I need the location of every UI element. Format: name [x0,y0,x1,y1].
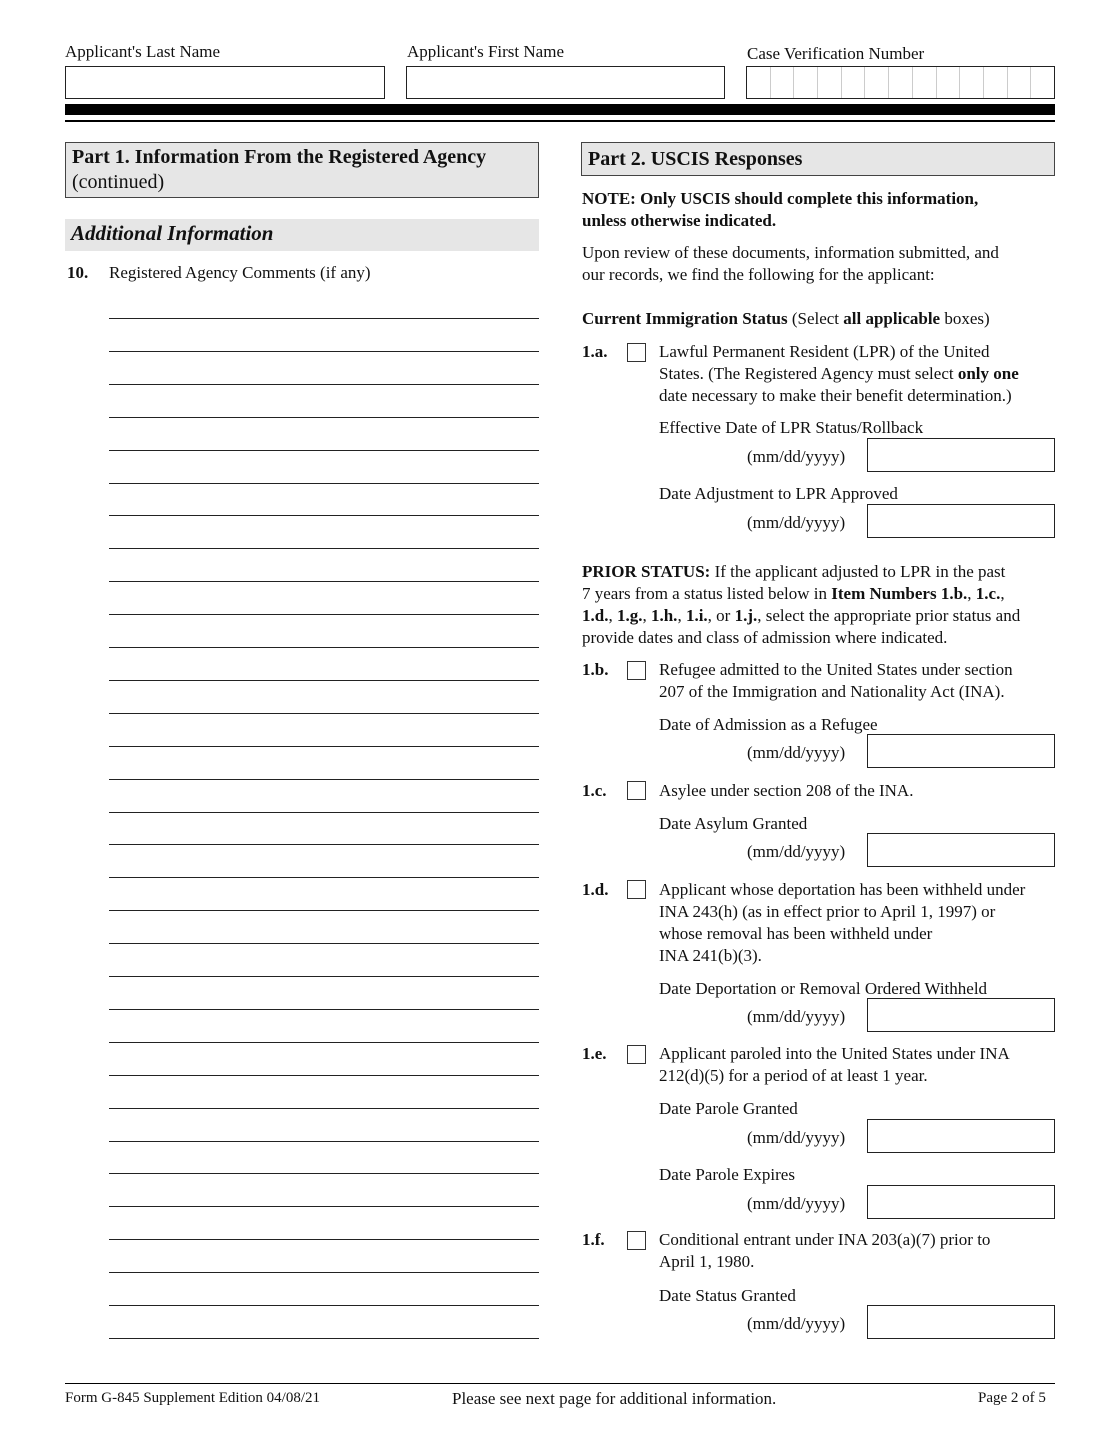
part2-heading [581,142,1055,176]
comment-line[interactable] [109,844,539,845]
item-1a-line1: Lawful Permanent Resident (LPR) of the United [659,342,990,361]
item-1f-line2: April 1, 1980. [659,1252,755,1271]
comment-line[interactable] [109,647,539,648]
current-status-title: Current Immigration Status [582,309,788,328]
item-10-label: Registered Agency Comments (if any) [109,263,371,282]
status-all-applicable: all applicable [843,309,941,328]
comment-line[interactable] [109,1173,539,1174]
comment-line[interactable] [109,1338,539,1339]
part2-note: NOTE: Only USCIS should complete this information, unless otherwise indicated. [582,189,979,230]
footer-form-edition: Form G-845 Supplement Edition 04/08/21 [65,1390,320,1406]
item-1b-line2: 207 of the Immigration and Nationality Act (INA). [659,682,1005,701]
comment-line[interactable] [109,318,539,319]
item-1f-line1: Conditional entrant under INA 203(a)(7) prior to [659,1230,991,1249]
header-divider-thick [65,104,1055,115]
comment-line[interactable] [109,1305,539,1306]
current-status-heading [582,308,990,330]
comment-line[interactable] [109,812,539,813]
prior-status-line2: 7 years from a status listed below in Item Numbers 1.b., 1.c., [582,584,1005,603]
first-name-label: Applicant's First Name [407,42,564,61]
comment-line[interactable] [109,910,539,911]
comment-line[interactable] [109,384,539,385]
comment-line[interactable] [109,1108,539,1109]
part1-title: Part 1. Information From the Registered Agency [72,146,487,168]
part2-title: Part 2. USCIS Responses [588,148,803,170]
item-1c-date-label: Date Asylum Granted [659,814,808,833]
lpr-effective-date-field[interactable] [867,438,1055,472]
last-name-label: Applicant's Last Name [65,42,221,61]
comment-line[interactable] [109,614,539,615]
item-1c-line1: Asylee under section 208 of the INA. [659,781,914,800]
date-format-hint: (mm/dd/yyyy) [747,1128,846,1147]
comment-line[interactable] [109,483,539,484]
item-1d-date-label: Date Deportation or Removal Ordered Withheld [659,979,988,998]
prior-status-line4: provide dates and class of admission where indicated. [582,628,948,647]
item-1e-line1: Applicant paroled into the United States under INA [659,1044,1010,1063]
item-1b-date-label: Date of Admission as a Refugee [659,715,878,734]
footer-page-number: Page 2 of 5 [978,1390,1046,1406]
item-1d-number: 1.d. [582,880,609,899]
part2-intro-1: Upon review of these documents, information submitted, and [582,243,999,262]
item-1e-checkbox[interactable] [627,1045,646,1064]
parole-granted-date-field[interactable] [867,1119,1055,1153]
comment-line[interactable] [109,417,539,418]
comment-line[interactable] [109,1042,539,1043]
comment-line[interactable] [109,1272,539,1273]
date-format-hint: (mm/dd/yyyy) [747,743,846,762]
item-1f-number: 1.f. [582,1230,605,1249]
item-1d-line2: INA 243(h) (as in effect prior to April 1, 1997) or [659,902,996,921]
comment-line[interactable] [109,877,539,878]
comment-line[interactable] [109,351,539,352]
prior-status-line1: PRIOR STATUS: If the applicant adjusted to LPR in the past [582,562,1006,581]
item-1e-date2-label: Date Parole Expires [659,1165,795,1184]
date-format-hint: (mm/dd/yyyy) [747,1314,846,1333]
parole-expires-date-field[interactable] [867,1185,1055,1219]
comment-line[interactable] [109,1009,539,1010]
item-1a-line2: States. (The Registered Agency must select only one [659,364,1019,383]
comment-line[interactable] [109,1239,539,1240]
header-divider-thin [65,120,1055,122]
item-1f-checkbox[interactable] [627,1231,646,1250]
item-1d-line4: INA 241(b)(3). [659,946,762,965]
refugee-admission-date-field[interactable] [867,734,1055,768]
comment-line[interactable] [109,943,539,944]
comment-line[interactable] [109,746,539,747]
comment-line[interactable] [109,450,539,451]
case-number-label: Case Verification Number [747,44,925,63]
comment-line[interactable] [109,976,539,977]
status-end: boxes) [940,309,990,328]
item-1a-checkbox[interactable] [627,343,646,362]
comment-line[interactable] [109,548,539,549]
additional-info-heading: Additional Information [65,219,539,251]
comment-line[interactable] [109,1075,539,1076]
item-1d-line1: Applicant whose deportation has been withheld under [659,880,1026,899]
first-name-field[interactable] [406,66,725,99]
date-format-hint: (mm/dd/yyyy) [747,1007,846,1026]
item-1a-number: 1.a. [582,342,608,361]
date-format-hint: (mm/dd/yyyy) [747,1194,846,1213]
date-format-hint: (mm/dd/yyyy) [747,447,846,466]
item-1e-date1-label: Date Parole Granted [659,1099,798,1118]
item-1e-number: 1.e. [582,1044,607,1063]
comment-line[interactable] [109,581,539,582]
status-granted-date-field[interactable] [867,1305,1055,1339]
item-1b-line1: Refugee admitted to the United States under section [659,660,1013,679]
comment-line[interactable] [109,515,539,516]
item-1b-number: 1.b. [582,660,609,679]
item-1a-date2-label: Date Adjustment to LPR Approved [659,484,898,503]
comment-line[interactable] [109,779,539,780]
item-1e-line2: 212(d)(5) for a period of at least 1 year. [659,1066,928,1085]
item-10-number: 10. [67,263,89,282]
prior-status-line3: 1.d., 1.g., 1.h., 1.i., or 1.j., select the appropriate prior status and [582,606,1021,625]
lpr-adjustment-date-field[interactable] [867,504,1055,538]
item-1f-date-label: Date Status Granted [659,1286,796,1305]
asylum-granted-date-field[interactable] [867,833,1055,867]
comment-line[interactable] [109,1206,539,1207]
footer-next-page-note: Please see next page for additional information. [452,1389,777,1408]
item-1c-number: 1.c. [582,781,607,800]
last-name-field[interactable] [65,66,385,99]
item-1c-checkbox[interactable] [627,781,646,800]
item-1a-date1-label: Effective Date of LPR Status/Rollback [659,418,924,437]
item-1d-line3: whose removal has been withheld under [659,924,933,943]
date-format-hint: (mm/dd/yyyy) [747,513,846,532]
part2-intro-2: our records, we find the following for the applicant: [582,265,935,284]
comment-line[interactable] [109,713,539,714]
item-1d-checkbox[interactable] [627,880,646,899]
part1-title-continued: (continued) [72,171,165,193]
part1-heading [65,142,539,198]
date-format-hint: (mm/dd/yyyy) [747,842,846,861]
withheld-date-field[interactable] [867,998,1055,1032]
item-1a-line3: date necessary to make their benefit determination.) [659,386,1012,405]
status-mid: (Select [787,309,844,328]
comment-line[interactable] [109,680,539,681]
item-1b-checkbox[interactable] [627,661,646,680]
comment-line[interactable] [109,1141,539,1142]
case-number-field[interactable] [746,66,1055,99]
footer-divider [65,1383,1055,1384]
